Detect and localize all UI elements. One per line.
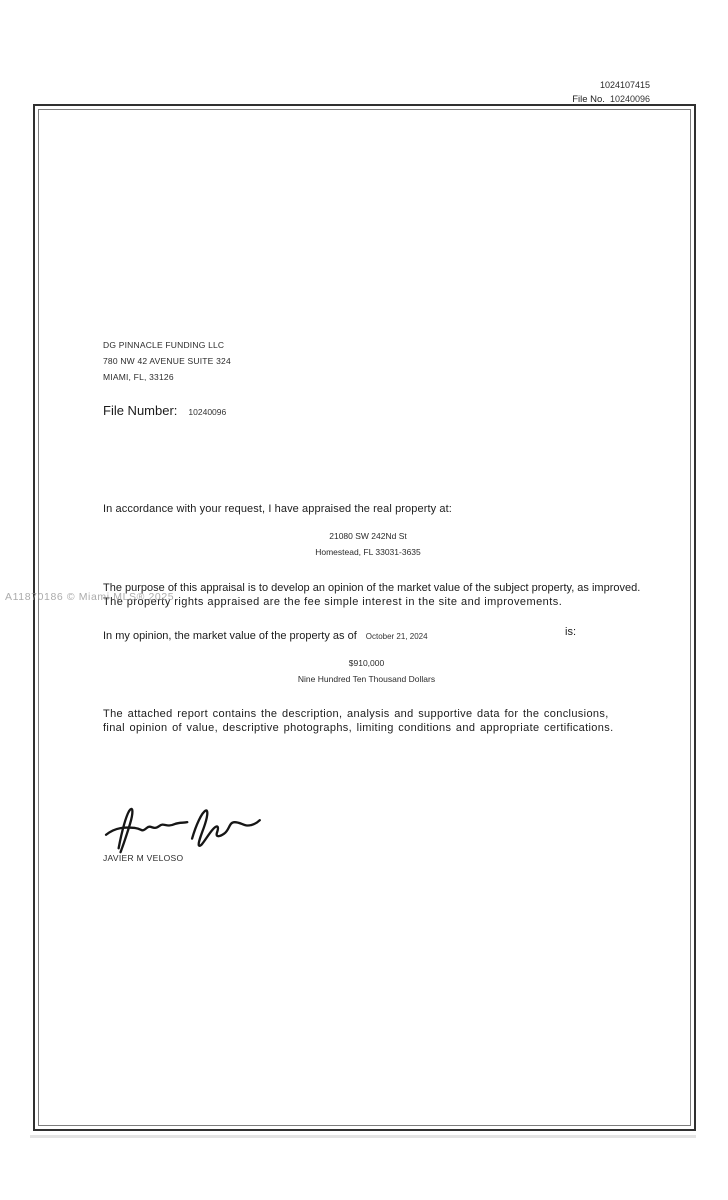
value-words: Nine Hundred Ten Thousand Dollars — [297, 674, 436, 684]
purpose-line1: The purpose of this appraisal is to develop an opinion of the market value of the subject property, as improved. — [103, 582, 641, 594]
file-no-value: 10240096 — [609, 94, 650, 104]
subject-property-address — [103, 528, 633, 560]
appraised-value-block — [103, 655, 630, 687]
file-no-label: File No. — [572, 94, 605, 105]
value-numeric: $910,000 — [348, 658, 385, 668]
purpose-paragraph — [103, 581, 643, 609]
lender-name: DG PINNACLE FUNDING LLC — [103, 340, 225, 350]
mls-watermark: A11870186 © Miami MLS® 2025 — [5, 591, 175, 603]
opinion-prefix: In my opinion, the market value of the property as of — [103, 630, 357, 642]
appraiser-name: JAVIER M VELOSO — [103, 853, 184, 863]
closing-line2: final opinion of value, descriptive photographs, limiting conditions and appropriate certifications. — [103, 722, 614, 734]
opinion-of-value-line — [103, 626, 633, 644]
property-city-state-zip: Homestead, FL 33031-3635 — [315, 547, 421, 557]
lender-address-block — [103, 337, 231, 385]
file-number-value: 10240096 — [188, 407, 227, 417]
signature-image — [98, 798, 263, 856]
lender-address-line2: MIAMI, FL, 33126 — [103, 372, 174, 382]
file-number-row — [103, 402, 226, 420]
closing-paragraph — [103, 707, 643, 735]
lender-address-line1: 780 NW 42 AVENUE SUITE 324 — [103, 356, 231, 366]
closing-line1: The attached report contains the description, analysis and supportive data for the conclusions, — [103, 708, 609, 720]
reference-number: 1024107415 — [599, 80, 650, 90]
property-street: 21080 SW 242Nd St — [329, 531, 407, 541]
intro-sentence: In accordance with your request, I have appraised the real property at: — [103, 503, 452, 515]
purpose-line2: The property rights appraised are the fee simple interest in the site and improvements. — [103, 596, 563, 608]
file-number-label: File Number: — [103, 403, 178, 418]
opinion-suffix: is: — [565, 626, 576, 638]
effective-date: October 21, 2024 — [365, 632, 428, 641]
